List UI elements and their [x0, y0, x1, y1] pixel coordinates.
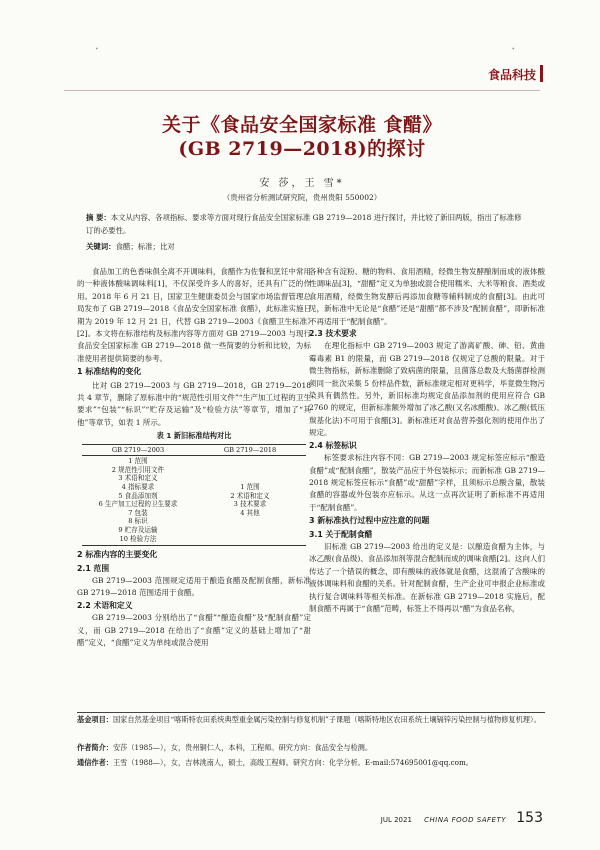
keywords-text: 食醋；标准；比对: [115, 242, 175, 251]
table-header: [82, 445, 306, 457]
table-cell: 2 规范性引用文件: [111, 465, 165, 474]
footnote-author: [77, 742, 545, 754]
table-cell: 2 术语和定义: [230, 491, 270, 500]
header-dot-left: •: [95, 46, 99, 53]
table-cell: 4 其他: [240, 508, 260, 517]
heading-2-4: 2.4 标签标识: [309, 440, 357, 450]
fund-label: 基金项目：: [77, 715, 113, 724]
footnote-rule: [77, 712, 545, 713]
paragraph-2-4: 标签要求标注内容不同：GB 2719—2003 规定标签应标示“酿造食醋”或“配制食醋”，散装产品应于外包装标示；而新标准 GB 2719—2018 规定标签应标示“食醋”或“甜醋”字样，且须标示总酸含量，散装食醋的容器或外包装亦应标示。从这一点再次证明了新标准不再适用于“配制食醋”。: [309, 453, 545, 512]
table-cell: 1 范围: [128, 457, 148, 466]
author-text: 安莎（1985—），女，贵州铜仁人，本科，工程师。研究方向：食品安全与检测。: [112, 743, 373, 752]
heading-2: 2 标准内容的主要变化: [77, 550, 158, 560]
header-dots: [95, 46, 515, 53]
page-footer: [381, 810, 543, 826]
table-cell: 1 范围: [240, 483, 260, 492]
paragraph-2-3: 在理化指标中 GB 2719—2003 规定了游离矿酸、砷、铅、黄曲霉毒素 B1 的限量，而 GB 2719—2018 仅规定了总酸的限量。对于微生物指标，新标准删除了致病菌的限量，且菌落总数及大肠菌群检测须同一批次采集 5 份样品件数，新标准规定相对更科学，毕竟微生物污染具有偶然性。另外，新旧标准均规定食品添加剂的使用应符合 GB 2760 的规定，但新标准额外增加了冰乙酸(又名冰醋酸)、冰乙酸(低压羰基化法)不可用于食醋[3]。新标准还对食品营养强化剂的使用作出了规定。: [309, 341, 545, 438]
comparison-table: [82, 444, 306, 547]
article-title-line1: 关于《食品安全国家标准 食醋》: [161, 114, 443, 136]
footnote-fund: [77, 714, 545, 726]
table-cell: 7 包装: [128, 508, 148, 517]
authors: 安 莎，王 雪*: [259, 178, 345, 189]
table-cell: 8 标识: [128, 517, 148, 526]
table-col-new: [194, 457, 306, 543]
affiliation: （贵州省分析测试研究院，贵州贵阳 550002）: [222, 193, 382, 202]
table-header-old: GB 2719—2003: [111, 445, 165, 454]
table-cell: 6 生产加工过程的卫生要求: [98, 500, 178, 509]
abstract: [86, 211, 524, 237]
section-bar: [540, 65, 543, 82]
table-cell: 3 技术要求: [233, 500, 267, 509]
table-header-new: GB 2719—2018: [223, 445, 277, 454]
heading-2-3: 2.3 技术要求: [309, 329, 357, 339]
heading-2-2: 2.2 术语和定义: [77, 600, 133, 610]
paragraph-2-2-cont: 各种含有淀粉、糖的物料、食用酒精，经微生物发酵酿制而成的液体酸性调味品[3]，“甜醋”定义为单独或混合使用糯米、大米等粮食、酒类或食用酒精，经微生物发酵后再添加食糖等辅料制成的食醋[3]。由此可见，新标准中无论是“食醋”还是“甜醋”都不涉及“配制食醋”，即新标准不再适用于“配制食醋”。: [309, 267, 545, 326]
issue-date: JUL 2021: [380, 816, 412, 824]
keywords: [86, 241, 524, 252]
journal-name: CHINA FOOD SAFETY: [424, 816, 507, 824]
heading-1: 1 标准结构的变化: [77, 367, 142, 377]
heading-3: 3 新标准执行过程中应注意的问题: [309, 516, 430, 526]
left-column: [77, 266, 311, 649]
fund-text: 国家自然基金项目“喀斯特农田系统典型重金属污染控制与修复机制”子课题（喀斯特地区农田系统土壤镉锌污染控制与植物修复机理）。: [112, 715, 541, 724]
contact-label: 通信作者：: [77, 758, 113, 767]
header-rule: [64, 90, 540, 91]
intro-paragraph: 食品加工的色香味俱全离不开调味料，食醋作为佐餐和烹饪中常用的一种液体酸味调味料[1]，不仅深受许多人的喜好，还具有广泛的作用。2018 年 6 月 21 日，国家卫生健康委员会与国家市场监督管理总局发布了 GB 2719—2018《食品安全国家标准 食醋》，此标准实施日期为 2019 年 12 月 21 日，代替 GB 2719—2003《食醋卫生标准》[2]。本文将在标准结构及标准内容等方面对 GB 2719—2003 与现行食品安全国家标准 GB 2719—2018 做一些简要的分析和比较，为标准使用者提供简要的参考。: [77, 267, 311, 363]
abstract-label: 摘 要：: [86, 213, 111, 222]
table-cell: 9 贮存及运输: [118, 526, 158, 535]
article-title-line2: (GB 2719—2018)的探讨: [178, 138, 426, 160]
contact-text: 王雪（1988—），女，吉林洮南人，硕士，高级工程师。研究方向：化学分析。E-mail:574695001@qq.com。: [112, 758, 473, 767]
abstract-text: 本文从内容、各项指标、要求等方面对现行食品安全国家标准 GB 2719—2018 进行探讨，并比较了新旧两版，指出了标准修订的必要性。: [86, 213, 522, 235]
paragraph-2-1: GB 2719—2003 范围规定适用于酿造食醋及配制食醋，新标准 GB 2719—2018 范围适用于食醋。: [77, 576, 311, 598]
table-cell: [194, 466, 306, 475]
header-dot-right: •: [511, 46, 515, 53]
heading-3-1: 3.1 关于配制食醋: [309, 529, 373, 539]
keywords-label: 关键词：: [86, 242, 116, 251]
table-col-old: [82, 457, 194, 543]
table-cell: [194, 474, 306, 483]
table-cell: 3 术语和定义: [118, 474, 158, 483]
table-cell: 10 检验方法: [119, 534, 157, 543]
table-cell: [194, 457, 306, 466]
paragraph-2-2: GB 2719—2003 分别给出了“食醋”“酿造食醋”及“配制食醋”定义，而 GB 2719—2018 在给出了“食醋”定义的基础上增加了“甜醋”定义，“食醋”定义为单纯或混合使用: [77, 613, 311, 648]
right-column: [309, 266, 545, 615]
footnote-contact: [77, 757, 545, 769]
section-tag: 食品科技: [487, 68, 536, 82]
table-cell: 5 食品添加剂: [118, 491, 158, 500]
page-number: 153: [516, 810, 543, 826]
heading-2-1: 2.1 范围: [77, 563, 110, 573]
table-caption: 表 1 新旧标准结构对比: [156, 431, 232, 441]
paragraph-3-1: 旧标准 GB 2719—2003 给出的定义是：以酿造食醋为主体，与冰乙酸(食品级)、食品添加剂等混合配制而成的调味食醋[2]。这向人们传达了一个错误的概念，即有酸味的液体就是食醋，这混淆了含酸味的液体调味料和食醋的关系。针对配制食醋，生产企业可申报企业标准或执行复合调味料等相关标准。在新标准 GB 2719—2018 实施后，配制食醋不再属于“食醋”范畴，标签上不得再以“醋”为食品名称，: [309, 541, 545, 613]
table-body: [82, 456, 306, 545]
table-cell: 4 指标要求: [121, 483, 155, 492]
paragraph-1: 比对 GB 2719—2003 与 GB 2719—2018，GB 2719—2018 共 4 章节，删除了原标准中的“规范性引用文件”“生产加工过程的卫生要求”“包装”“标识”“贮存及运输”及“检验方法”等章节，增加了“其他”等章节，如表 1 所示。: [77, 380, 311, 427]
author-label: 作者简介：: [77, 743, 113, 752]
